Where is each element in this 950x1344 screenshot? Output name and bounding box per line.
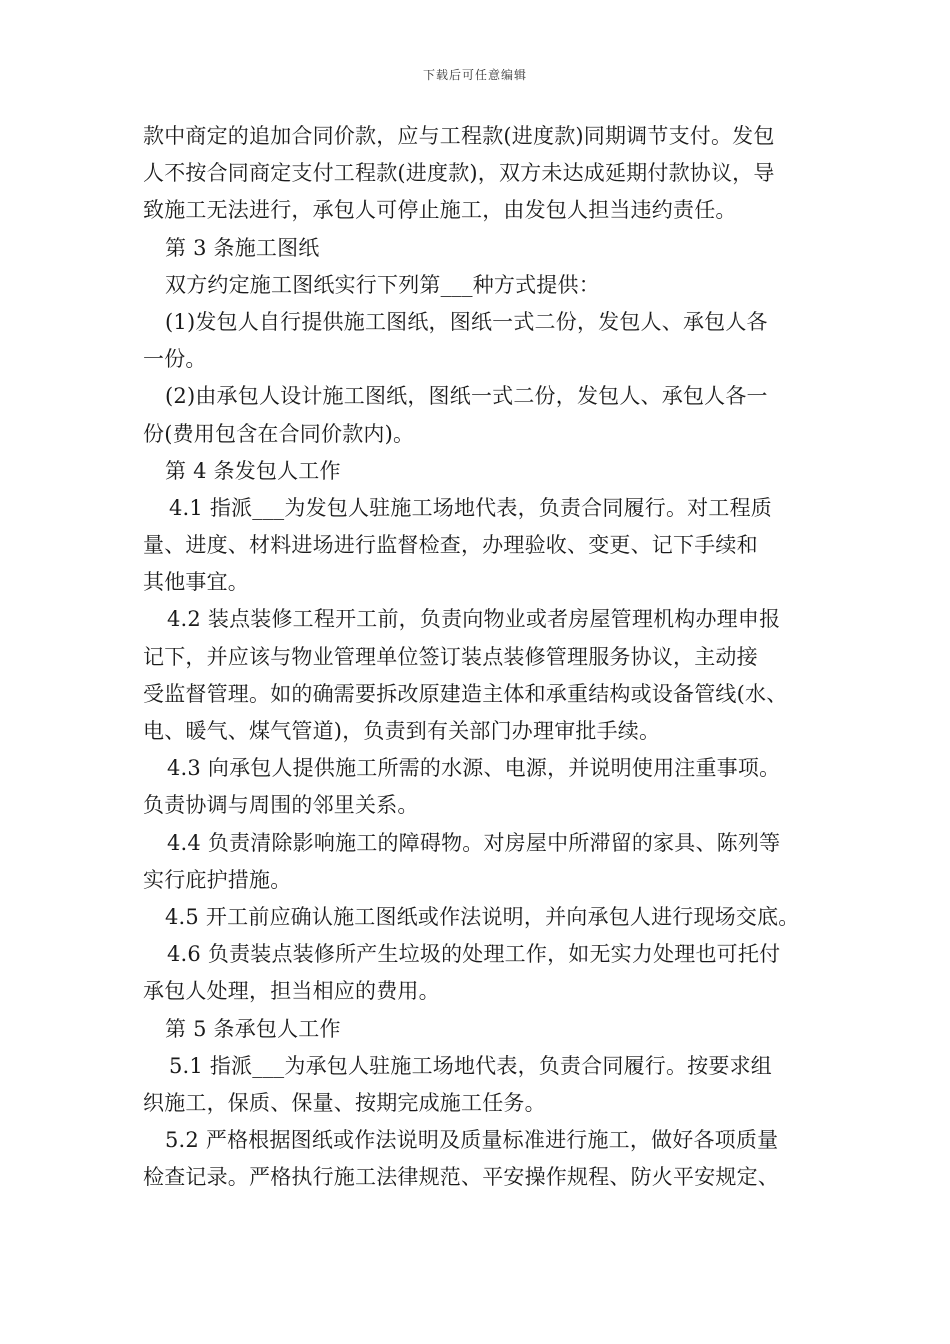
text-line: 织施工，保质、保量、按期完成施工任务。 bbox=[143, 1090, 546, 1115]
text-line: 负责协调与周围的邻里关系。 bbox=[143, 793, 419, 818]
section-heading: 第 3 条施工图纸 bbox=[165, 235, 320, 260]
text-line: 致施工无法进行，承包人可停止施工，由发包人担当违约责任。 bbox=[143, 198, 737, 223]
text-line: 双方约定施工图纸实行下列第___种方式提供： bbox=[165, 272, 600, 297]
page-header: 下载后可任意编辑 bbox=[422, 68, 527, 82]
text-line: 量、进度、材料进场进行监督检查，办理验收、变更、记下手续和 bbox=[143, 533, 758, 558]
text-line: 4.5 开工前应确认施工图纸或作法说明，并向承包人进行现场交底。 bbox=[165, 904, 800, 929]
text-line: 4.1 指派___为发包人驻施工场地代表，负责合同履行。对工程质 bbox=[169, 495, 772, 520]
text-line: 其他事宜。 bbox=[143, 570, 249, 595]
text-line: 4.2 装点装修工程开工前，负责向物业或者房屋管理机构办理申报 bbox=[167, 607, 781, 632]
text-line: 5.1 指派___为承包人驻施工场地代表，负责合同履行。按要求组 bbox=[169, 1053, 772, 1078]
text-line: 受监督管理。如的确需要拆改原建造主体和承重结构或设备管线(水、 bbox=[143, 681, 788, 706]
text-line: 人不按合同商定支付工程款(进度款)，双方未达成延期付款协议，导 bbox=[143, 161, 775, 186]
text-line: 4.6 负责装点装修所产生垃圾的处理工作，如无实力处理也可托付 bbox=[167, 942, 781, 967]
text-line: 承包人处理，担当相应的费用。 bbox=[143, 979, 440, 1004]
text-line: 份(费用包含在合同价款内)。 bbox=[143, 421, 415, 446]
document-body bbox=[143, 118, 819, 1196]
text-line: 检查记录。严格执行施工法律规范、平安操作规程、防火平安规定、 bbox=[143, 1165, 779, 1190]
text-line: 一份。 bbox=[143, 347, 207, 372]
text-line: (1)发包人自行提供施工图纸，图纸一式二份，发包人、承包人各 bbox=[165, 309, 768, 334]
text-line: 款中商定的追加合同价款，应与工程款(进度款)同期调节支付。发包 bbox=[143, 124, 775, 148]
text-line: 5.2 严格根据图纸或作法说明及质量标准进行施工，做好各项质量 bbox=[165, 1128, 779, 1153]
text-line: 记下，并应该与物业管理单位签订装点装修管理服务协议，主动接 bbox=[143, 644, 758, 669]
text-line: 4.3 向承包人提供施工所需的水源、电源，并说明使用注重事项。 bbox=[167, 756, 781, 781]
text-line: 电、暖气、煤气管道)，负责到有关部门办理审批手续。 bbox=[143, 719, 661, 743]
text-line: 实行庇护措施。 bbox=[143, 867, 292, 892]
section-heading: 第 4 条发包人工作 bbox=[165, 458, 341, 483]
text-line: (2)由承包人设计施工图纸，图纸一式二份，发包人、承包人各一 bbox=[165, 384, 768, 409]
text-line: 4.4 负责清除影响施工的障碍物。对房屋中所滞留的家具、陈列等 bbox=[167, 830, 781, 855]
section-heading: 第 5 条承包人工作 bbox=[165, 1016, 341, 1041]
